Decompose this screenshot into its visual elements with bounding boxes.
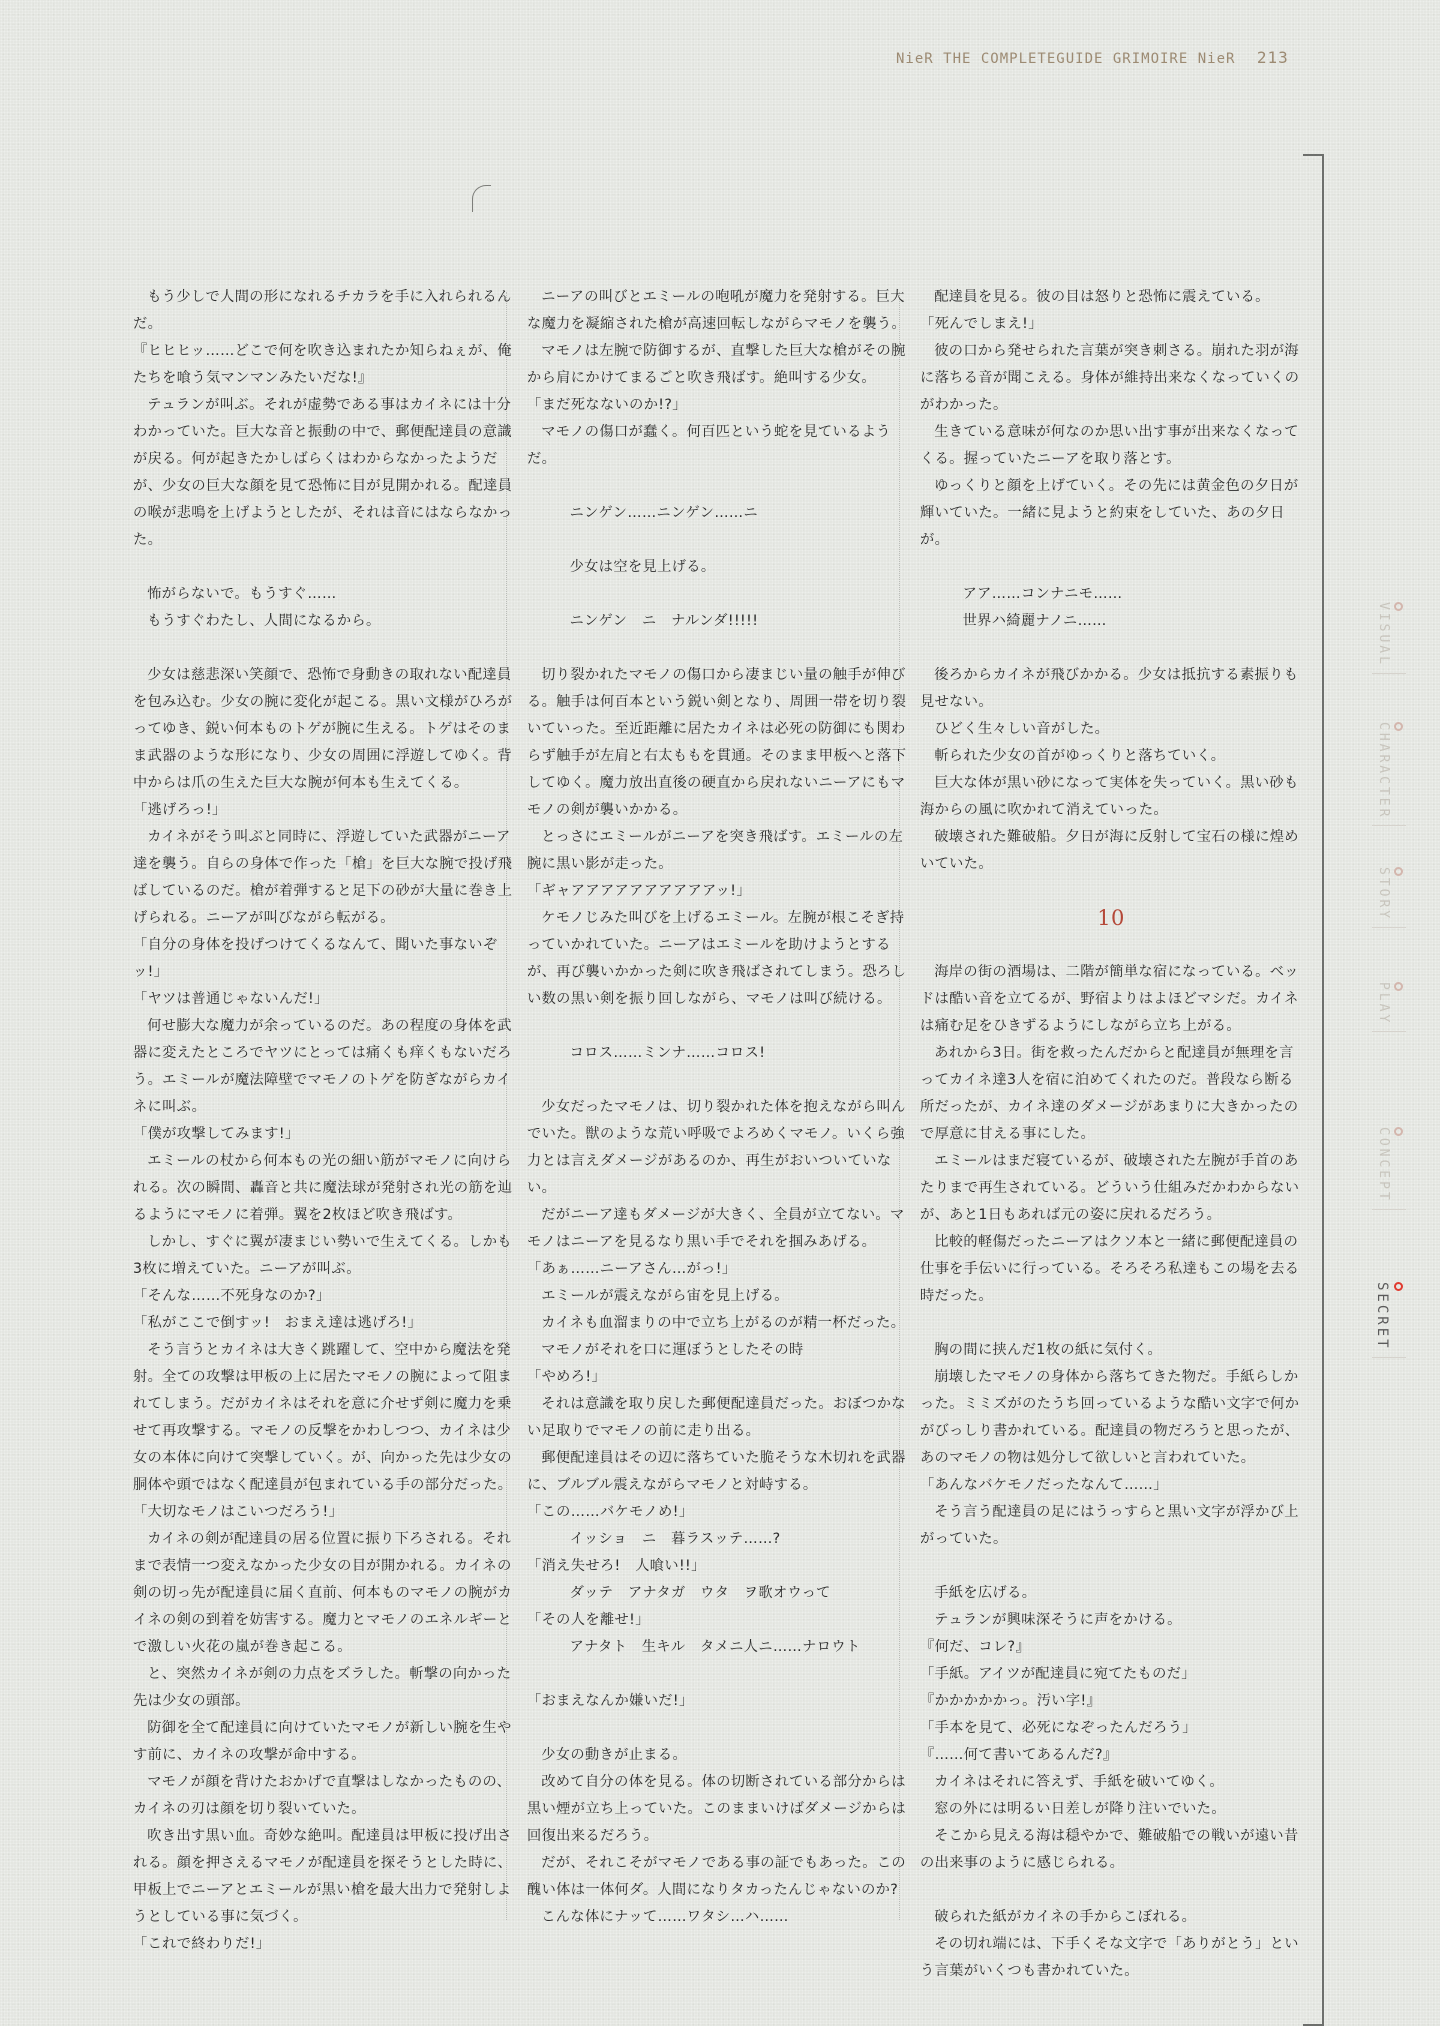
paragraph: 巨大な体が黒い砂になって実体を失っていく。黒い砂も海からの風に吹かれて消えていった。 [920, 775, 1299, 818]
paragraph-spacer [527, 527, 909, 554]
dialogue-line: 「そんな……不死身なのか?」 [133, 1288, 331, 1304]
book-title: NieR THE COMPLETEGUIDE GRIMOIRE NieR [896, 51, 1236, 67]
bullet-icon [1394, 1127, 1403, 1136]
paragraph: 後ろからカイネが飛びかかる。少女は抵抗する素振りも見せない。 [920, 667, 1299, 710]
bullet-icon [1394, 982, 1403, 991]
paragraph: もうすぐわたし、人間になるから。 [147, 613, 381, 629]
paragraph: 少女は慈悲深い笑顔で、恐怖で身動きの取れない配達員を包み込む。少女の腕に変化が起こる。黒い文様がひろがってゆき、鋭い何本ものトゲが腕に生える。トゲはそのまま武器のような形になり、少女の周囲に浮遊してゆく。背中からは爪の生えた巨大な腕が何本も生えてくる。 [133, 667, 513, 791]
text-column-1 [133, 284, 515, 1958]
paragraph: そう言う配達員の足にはうっすらと黒い文字が浮かび上がっていた。 [920, 1504, 1299, 1547]
dialogue-line: 「手紙。アイツが配達員に宛てたものだ」 [920, 1666, 1196, 1682]
paragraph: 改めて自分の体を見る。体の切断されている部分からは黒い煙が立ち上っていた。このままいけばダメージからは回復出来るだろう。 [527, 1774, 906, 1844]
paragraph-spacer [527, 635, 909, 662]
paragraph-spacer [527, 473, 909, 500]
dialogue-line: 「あぁ……ニーアさん…がっ!」 [527, 1261, 737, 1277]
paragraph: マモノは左腕で防御するが、直撃した巨大な槍がその腕から肩にかけてまるごと吹き飛ばす。絶叫する少女。 [527, 343, 906, 386]
paragraph: ひどく生々しい音がした。 [934, 721, 1110, 737]
paragraph: 手紙を広げる。 [934, 1585, 1037, 1601]
paragraph: あれから3日。街を救ったんだからと配達員が無理を言ってカイネ達3人を宿に泊めてくれたのだ。普段なら断る所だったが、カイネ達のダメージがあまりに大きかったので厚意に甘える事にした。 [920, 1045, 1299, 1142]
text-column-3 [920, 284, 1302, 1985]
paragraph: 海岸の街の酒場は、二階が簡単な宿になっている。ベッドは酷い音を立てるが、野宿よりはよほどマシだ。カイネは痛む足をひきずるようにしながら立ち上がる。 [920, 964, 1299, 1034]
dialogue-line: 「この……バケモノめ!」 [527, 1504, 694, 1520]
paragraph: エミールはまだ寝ているが、破壊された左腕が手首のあたりまで再生されている。どういう仕組みだかわからないが、あと1日もあれば元の姿に戻れるだろう。 [920, 1153, 1300, 1223]
paragraph: 彼の口から発せられた言葉が突き刺さる。崩れた羽が海に落ちる音が聞こえる。身体が維持出来なくなっていくのがわかった。 [920, 343, 1300, 413]
paragraph: ニーアの叫びとエミールの咆吼が魔力を発射する。巨大な魔力を凝縮された槍が高速回転しながらマモノを襲う。 [527, 289, 907, 332]
paragraph: 郵便配達員はその辺に落ちていた脆そうな木切れを武器に、ブルブル震えながらマモノと対峙する。 [527, 1450, 906, 1493]
paragraph: 何せ膨大な魔力が余っているのだ。あの程度の身体を武器に変えたところでヤツにとっては痛くも痒くもないだろう。エミールが魔法障壁でマモノのトゲを防ぎながらカイネに叫ぶ。 [133, 1018, 512, 1115]
dialogue-line: 「僕が攻撃してみます!」 [133, 1126, 300, 1142]
paragraph: カイネがそう叫ぶと同時に、浮遊していた武器がニーア達を襲う。自らの身体で作った「槍」を巨大な腕で投げ飛ばしているのだ。槍が着弾すると足下の砂が大量に巻き上げられる。ニーアが叫びながら転がる。 [133, 829, 513, 926]
dialogue-line: 「大切なモノはこいつだろう!」 [133, 1504, 344, 1520]
tab-secret[interactable] [1372, 1280, 1406, 1358]
paragraph-spacer [133, 554, 515, 581]
paragraph-spacer [527, 1013, 909, 1040]
paragraph: カイネも血溜まりの中で立ち上がるのが精一杯だった。 [541, 1315, 906, 1331]
monologue-line: コロス……ミンナ……コロス! [569, 1045, 766, 1061]
running-header [896, 48, 1289, 67]
tab-label: CHARACTER [1376, 722, 1391, 820]
monologue-line: アア……コンナニモ…… [962, 586, 1123, 602]
paragraph: 胸の間に挟んだ1枚の紙に気付く。 [934, 1342, 1163, 1358]
page-number: 213 [1256, 48, 1289, 67]
paragraph: 少女だったマモノは、切り裂かれた体を抱えながら叫んでいた。獣のような荒い呼吸でよろめくマモノ。いくら強力とは言えダメージがあるのか、再生がおいついていない。 [527, 1099, 906, 1196]
dialogue-line: 「私がここで倒すッ! おまえ達は逃げろ!」 [133, 1315, 423, 1331]
dialogue-line: 「逃げろっ!」 [133, 802, 227, 818]
dialogue-line: 「まだ死なないのか!?」 [527, 397, 687, 413]
paragraph: 生きている意味が何なのか思い出す事が出来なくなってくる。握っていたニーアを取り落とす。 [920, 424, 1299, 467]
bullet-icon [1394, 722, 1403, 731]
paragraph: カイネはそれに答えず、手紙を破いてゆく。 [934, 1774, 1224, 1790]
dialogue-line: 「自分の身体を投げつけてくるなんて、聞いた事ないぞッ!」 [133, 937, 498, 980]
paragraph: カイネの剣が配達員の居る位置に振り下ろされる。それまで表情一つ変えなかった少女の目が開かれる。カイネの剣の切っ先が配達員に届く直前、何本ものマモノの腕がカイネの剣の到着を妨害する。魔力とマモノのエネルギーとで激しい火花の嵐が巻き起こる。 [133, 1531, 513, 1655]
tab-story[interactable] [1372, 865, 1406, 928]
paragraph: そこから見える海は穏やかで、難破船での戦いが遠い昔の出来事のように感じられる。 [920, 1828, 1299, 1871]
dialogue-line: 『ヒヒヒッ……どこで何を吹き込まれたか知らねぇが、俺たちを喰う気マンマンみたいだな!』 [133, 343, 512, 386]
dialogue-line: 『かかかかかっ。汚い字!』 [920, 1693, 1102, 1709]
dialogue-line: 『……何て書いてあるんだ?』 [920, 1747, 1118, 1763]
tab-concept[interactable] [1372, 1125, 1406, 1210]
paragraph-spacer [133, 635, 515, 662]
paragraph: ケモノじみた叫びを上げるエミール。左腕が根こそぎ持っていかれていた。ニーアはエミールを助けようとするが、再び襲いかかった剣に吹き飛ばされてしまう。恐ろしい数の黒い剣を振り回しながら、マモノは叫び続ける。 [527, 910, 907, 1007]
paragraph-spacer [920, 1553, 1302, 1580]
paper-mark [472, 185, 491, 212]
paragraph: ゆっくりと顔を上げていく。その先には黄金色の夕日が輝いていた。一緒に見ようと約束をしていた、あの夕日が。 [920, 478, 1299, 548]
dialogue-line: 『何だ、コレ?』 [920, 1639, 1031, 1655]
paragraph: 怖がらないで。もうすぐ…… [147, 586, 337, 602]
dialogue-line: 「その人を離せ!」 [527, 1612, 650, 1628]
paragraph: エミールが震えながら宙を見上げる。 [541, 1288, 789, 1304]
bullet-icon [1394, 1282, 1403, 1291]
paragraph: マモノの傷口が蠢く。何百匹という蛇を見ているようだ。 [527, 424, 891, 467]
monologue-line: 世界ハ綺麗ナノニ…… [962, 613, 1107, 629]
tab-label: PLAY [1376, 982, 1391, 1026]
paragraph: 防御を全て配達員に向けていたマモノが新しい腕を生やす前に、カイネの攻撃が命中する。 [133, 1720, 512, 1763]
bullet-icon [1394, 867, 1403, 876]
monologue-line: ニンゲン……ニンゲン……ニ [569, 505, 759, 521]
dialogue-line: 「ギャアアアアアアアアアアッ!」 [527, 883, 751, 899]
paragraph-spacer [920, 635, 1302, 662]
paragraph: エミールの杖から何本もの光の細い筋がマモノに向けられる。次の瞬間、轟音と共に魔法球が発射され光の筋を辿るようにマモノに着弾。翼を2枚ほど吹き飛ばす。 [133, 1153, 513, 1223]
chapter-number: 10 [1097, 906, 1125, 930]
paragraph: 配達員を見る。彼の目は怒りと恐怖に震えている。 [934, 289, 1270, 305]
text-column-2 [527, 284, 909, 1931]
paragraph: それは意識を取り戻した郵便配達員だった。おぼつかない足取りでマモノの前に走り出る。 [527, 1396, 906, 1439]
dialogue-line: 「死んでしまえ!」 [920, 316, 1043, 332]
tab-label: CONCEPT [1376, 1127, 1391, 1203]
paragraph: しかし、すぐに翼が凄まじい勢いで生えてくる。しかも3枚に増えていた。ニーアが叫ぶ。 [133, 1234, 512, 1277]
paragraph-spacer [920, 554, 1302, 581]
paragraph: 少女の動きが止まる。 [541, 1747, 688, 1763]
monologue-line: ダッテ アナタガ ウタ ヲ歌オウって [569, 1585, 831, 1601]
paragraph: とっさにエミールがニーアを突き飛ばす。エミールの左腕に黒い影が走った。 [527, 829, 904, 872]
paragraph-spacer [527, 581, 909, 608]
paragraph: 窓の外には明るい日差しが降り注いでいた。 [934, 1801, 1226, 1817]
paragraph-spacer [527, 1067, 909, 1094]
paragraph: 破られた紙がカイネの手からこぼれる。 [934, 1909, 1197, 1925]
paragraph: こんな体にナッて……ワタシ…ハ…… [541, 1909, 789, 1925]
paragraph: マモノがそれを口に運ぼうとしたその時 [541, 1342, 804, 1358]
dialogue-line: 「ヤツは普通じゃないんだ!」 [133, 991, 329, 1007]
paragraph: テュランが叫ぶ。それが虚勢である事はカイネには十分わかっていた。巨大な音と振動の中で、郵便配達員の意識が戻る。何が起きたかしばらくはわからなかったようだが、少女の巨大な顔を見て恐怖に目が見開かれる。配達員の喉が悲鳴を上げようとしたが、それは音にはならなかった。 [133, 397, 513, 548]
paragraph: 吹き出す黒い血。奇妙な絶叫。配達員は甲板に投げ出される。顔を押さえるマモノが配達員を探そうとした時に、甲板上でニーアとエミールが黒い槍を最大出力で発射しようとしている事に気づく。 [133, 1828, 513, 1925]
dialogue-line: 「消え失せろ! 人喰い!!」 [527, 1558, 706, 1574]
paragraph: マモノが顔を背けたおかげで直撃はしなかったものの、カイネの刃は顔を切り裂いていた。 [133, 1774, 512, 1817]
paragraph-spacer [920, 1310, 1302, 1337]
monologue-line: 少女は空を見上げる。 [569, 559, 716, 575]
dialogue-line: 「手本を見て、必死になぞったんだろう」 [920, 1720, 1197, 1736]
tab-play[interactable] [1372, 980, 1406, 1032]
monologue-line: イッショ ニ 暮ラスッテ……? [569, 1531, 781, 1547]
paragraph: 切り裂かれたマモノの傷口から凄まじい量の触手が伸びる。触手は何百本という鋭い剣となり、周囲一帯を切り裂いていった。至近距離に居たカイネは必死の防御にも関わらず触手が左肩と右太ももを貫通。そのまま甲板へと落下してゆく。魔力放出直後の硬直から戻れないニーアにもマモノの剣が襲いかかる。 [527, 667, 907, 818]
dialogue-line: 「あんなバケモノだったなんて……」 [920, 1477, 1168, 1493]
monologue-line: ニンゲン ニ ナルンダ!!!!! [569, 613, 759, 629]
paragraph: その切れ端には、下手くそな文字で「ありがとう」という言葉がいくつも書かれていた。 [920, 1936, 1299, 1979]
paragraph-spacer [527, 1715, 909, 1742]
paragraph: 崩壊したマモノの身体から落ちてきた物だ。手紙らしかった。ミミズがのたうち回っているような酷い文字で何かがびっしり書かれている。配達員の物だろうと思ったが、あのマモノの物は処分して欲しいと言われていた。 [920, 1369, 1300, 1466]
bullet-icon [1394, 602, 1403, 611]
dialogue-line: 「これで終わりだ!」 [133, 1936, 271, 1952]
paragraph-spacer [920, 1877, 1302, 1904]
tab-label: STORY [1376, 867, 1391, 922]
monologue-line: アナタト 生キル タメニ人ニ……ナロウト [569, 1639, 861, 1655]
paragraph: だが、それこそがマモノである事の証でもあった。この醜い体は一体何ダ。人間になりタカったんじゃないのか? [527, 1855, 907, 1898]
tab-visual[interactable] [1372, 600, 1406, 674]
paragraph: テュランが興味深そうに声をかける。 [934, 1612, 1182, 1628]
dialogue-line: 「おまえなんか嫌いだ!」 [527, 1693, 694, 1709]
tab-character[interactable] [1372, 720, 1406, 826]
paragraph: 破壊された難破船。夕日が海に反射して宝石の様に煌めいていた。 [920, 829, 1299, 872]
paragraph: 比較的軽傷だったニーアはクソ本と一緒に郵便配達員の仕事を手伝いに行っている。そろそろ私達もこの場を去る時だった。 [920, 1234, 1300, 1304]
page-bracket [1303, 154, 1324, 2026]
paragraph: そう言うとカイネは大きく跳躍して、空中から魔法を発射。全ての攻撃は甲板の上に居たマモノの腕によって阻まれてしまう。だがカイネはそれを意に介せず剣に魔力を乗せて再攻撃する。マモノの反撃をかわしつつ、カイネは少女の本体に向けて突撃していく。が、向かった先は少女の胴体や頭ではなく配達員が包まれている手の部分だった。 [133, 1342, 513, 1493]
paragraph: と、突然カイネが剣の力点をズラした。斬撃の向かった先は少女の頭部。 [133, 1666, 512, 1709]
paragraph: もう少しで人間の形になれるチカラを手に入れられるんだ。 [133, 289, 512, 332]
tab-label: SECRET [1374, 1282, 1390, 1351]
paragraph: だがニーア達もダメージが大きく、全員が立てない。マモノはニーアを見るなり黒い手でそれを掴みあげる。 [527, 1207, 905, 1250]
dialogue-line: 「やめろ!」 [527, 1369, 607, 1385]
tab-label: VISUAL [1376, 602, 1391, 667]
paragraph-spacer [527, 1661, 909, 1688]
paragraph: 斬られた少女の首がゆっくりと落ちていく。 [934, 748, 1226, 764]
